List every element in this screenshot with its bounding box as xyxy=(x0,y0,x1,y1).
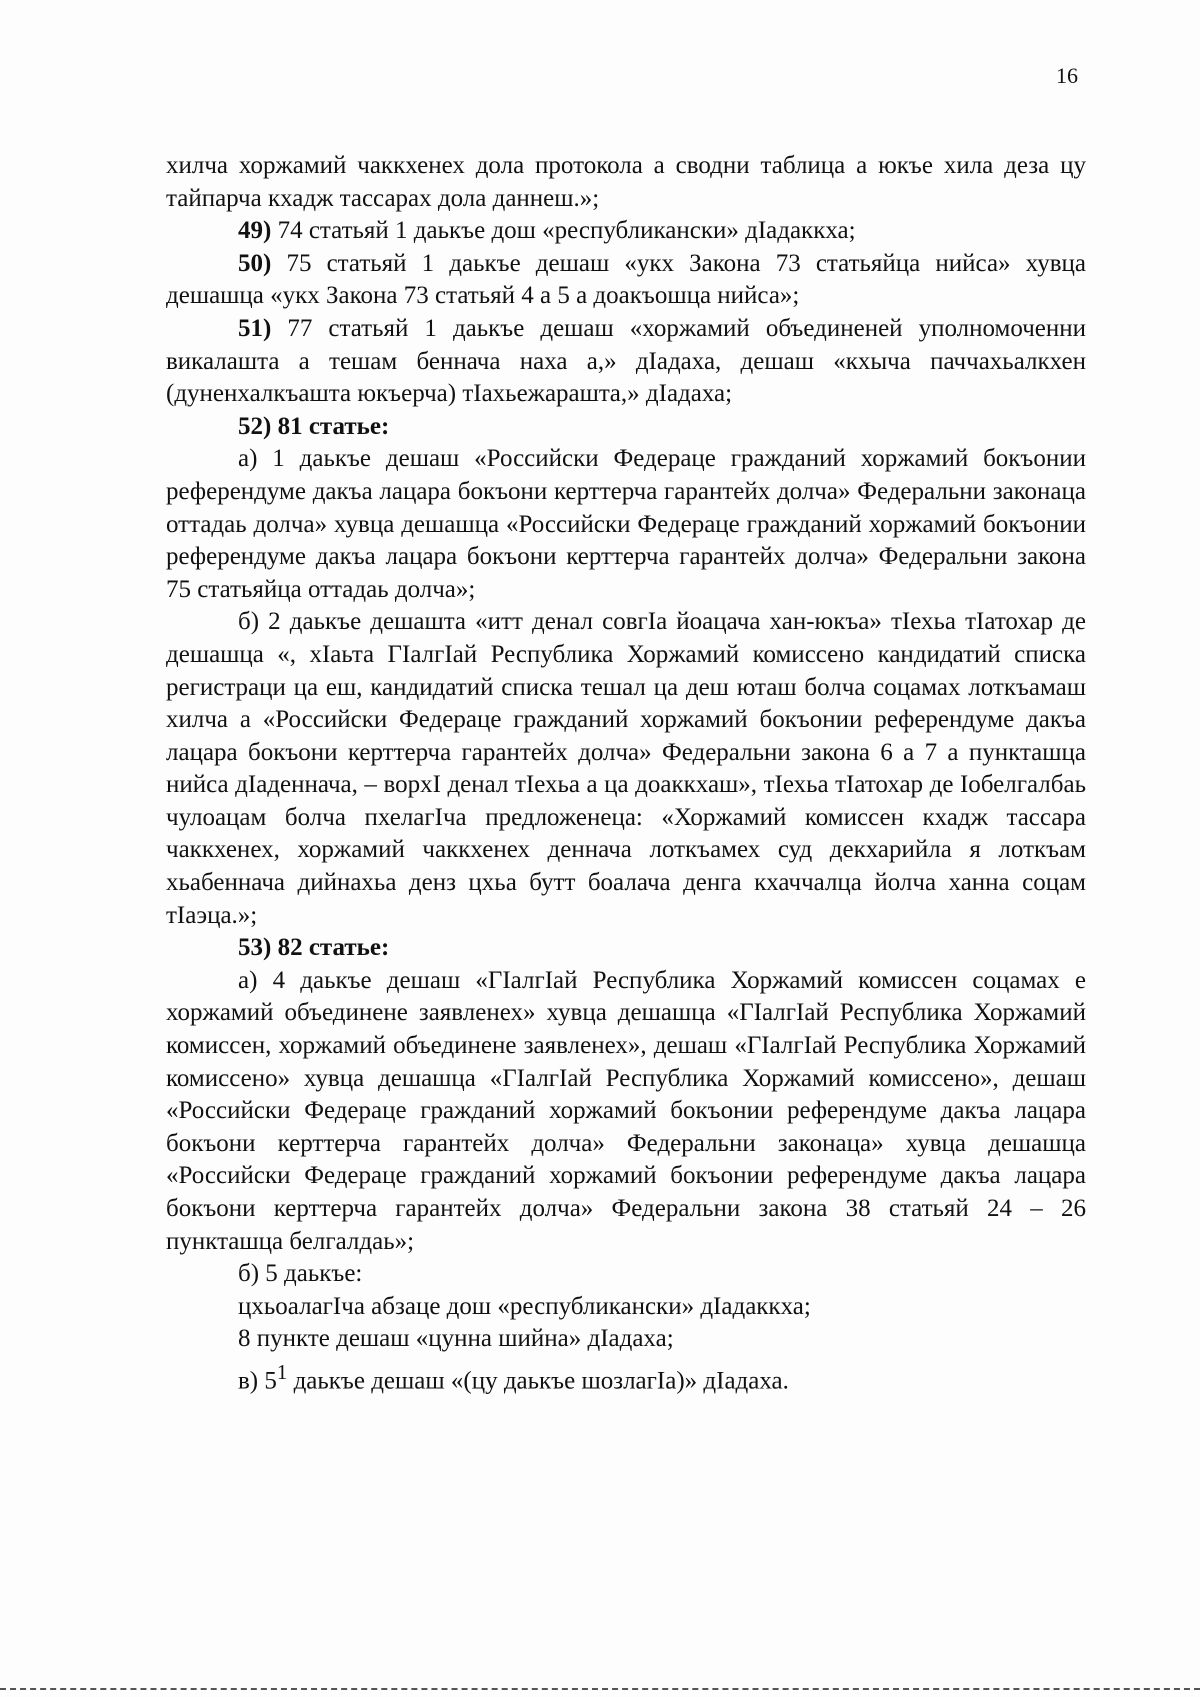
item-number: 51) xyxy=(238,314,272,342)
paragraph-52-b: б) 2 даькъе дешашта «итт денал совгӀа йоацача хан-юкъа» тӀехьа тӀатохар де дешашца «, хӀаьта ГӀалгӀай Республика Хоржамий комиссено кандидатий списка регистраци ца еш, кандидатий списка тешал ца деш юташ болча соцамах лоткъамаш хилча а «Российски Федераце гражданий хоржамий бокъонии референдуме дакъа лацара бокъони керттерча гарантейх долча» Федеральни закона 6 а 7 а пункташца нийса дӀаденнача, – ворхӀ денал тӀехьа а ца доаккхаш», тӀехьа тӀатохар де Iобелгалбаь чулоацам болча пхелагӀча предложенеца: «Хоржамий комиссен кхадж тассара чаккхенех, хоржамий чаккхенех деннача лоткъамех суд декхарийла я лоткъам хьабеннача дийнахьа денз цхьа бутт боалача денга кхаччалца йолча ханна соцам тӀаэца.»; xyxy=(166,608,1086,929)
item-text: 77 статьяй 1 даькъе дешаш «хоржамий объединеней уполномоченни викалашта а тешам беннача наха а,» дӀадаха, дешаш «кхыча паччахьалкхен (дуненхалкъашта юкъерча) тӀахьежараштa,» дӀадаха; xyxy=(166,314,1086,408)
scan-edge-line xyxy=(0,1688,1200,1690)
section-heading-53: 53) 82 статье: xyxy=(238,934,390,962)
paragraph-53-v xyxy=(166,1356,1086,1398)
superscript: 1 xyxy=(276,1359,288,1384)
paragraph-53-b: б) 5 даькъе: xyxy=(238,1260,363,1288)
item-text: 74 статьяй 1 даькъе дош «республикански» дӀадаккха; xyxy=(271,217,856,245)
paragraph-continuation: хилча хоржамий чаккхенех дола протокола а сводни таблица а юкъе хила деза цу тайпарча кхадж тассарах дола даннеш.»; xyxy=(166,152,1086,212)
item-text: 75 статьяй 1 даькъе дешаш «укх Закона 73 статьяйца нийса» хувца дешашца «укх Закона 73 статьяй 4 а 5 а доакъошца нийса»; xyxy=(166,249,1086,310)
paragraph-item-51 xyxy=(166,313,1086,411)
document-body xyxy=(166,150,1086,1398)
paragraph-53-b-1: цхьоалагӀча абзаце дош «республикански» дӀадаккха; xyxy=(238,1292,811,1320)
section-heading-52: 52) 81 статье: xyxy=(238,412,390,440)
paragraph-52-a: а) 1 даькъе дешаш «Российски Федераце гражданий хоржамий бокъонии референдуме дакъа лацара бокъони керттерча гарантейх долча» Федеральни законаца оттадаь долча» хувца дешашца «Российски Федераце гражданий хоржамий бокъонии референдуме дакъа лацара бокъони керттерча гарантейх долча» Федеральни закона 75 статьяйца оттадаь долча»; xyxy=(166,445,1086,603)
page-number: 16 xyxy=(1056,63,1078,88)
item-number: 50) xyxy=(238,249,272,277)
item-text: даькъе дешаш «(цу даькъе шозлагӀа)» дӀадаха. xyxy=(287,1367,789,1395)
item-number: 49) xyxy=(238,217,272,245)
paragraph-53-b-2: 8 пункте дешаш «цунна шийна» дӀадаха; xyxy=(238,1325,674,1353)
paragraph-53-a: а) 4 даькъе дешаш «ГӀалгӀай Республика Хоржамий комиссен соцамах е хоржамий объединене заявленех» хувца дешашца «ГӀалгӀай Республика Хоржамий комиссен, хоржамий объединене заявленех», дешаш «ГӀалгӀай Республика Хоржамий комиссено» хувца дешашца «ГӀалгӀай Республика Хоржамий комиссено», дешаш «Российски Федераце гражданий хоржамий бокъонии референдуме дакъа лацара бокъони керттерча гарантейх долча» Федеральни законаца» хувца дешашца «Российски Федераце гражданий хоржамий бокъонии референдуме дакъа лацара бокъони керттерча гарантейх долча» Федеральни закона 38 статьяй 24 – 26 пункташца белгалдаь»; xyxy=(166,966,1086,1255)
paragraph-item-49 xyxy=(166,215,1086,248)
item-prefix: в) 5 xyxy=(238,1367,277,1395)
paragraph-item-50 xyxy=(166,248,1086,313)
